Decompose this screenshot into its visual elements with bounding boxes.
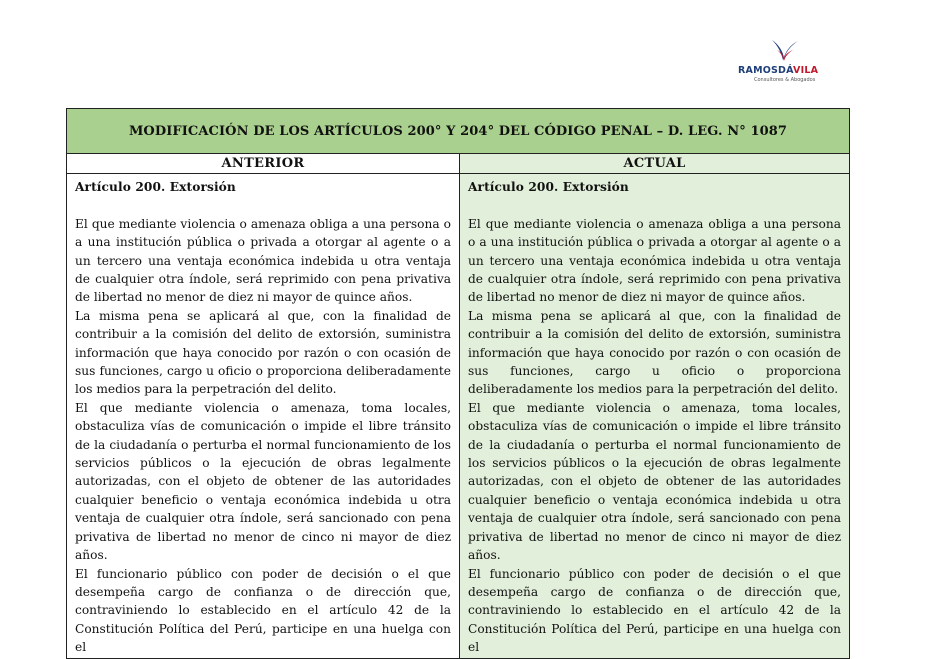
anterior-text-cell <box>67 174 460 659</box>
paragraph: La misma pena se aplicará al que, con la finalidad de contribuir a la comisión del delito de extorsión, suministra información que haya conocido por razón o con ocasión de sus funciones, cargo u oficio o proporciona deliberadamente los medios para la perpetración del delito. <box>75 308 451 397</box>
paragraph: El que mediante violencia o amenaza obliga a una persona o a una institución pública o privada a otorgar al agente o a un tercero una ventaja económica indebida u otra ventaja de cualquier otra índole, será reprimido con pena privativa de libertad no menor de diez ni mayor de quince años. <box>468 216 842 305</box>
paragraph: El que mediante violencia o amenaza, toma locales, obstaculiza vías de comunicación o impide el libre tránsito de la ciudadanía o perturba el normal funcionamiento de los servicios públicos o la ejecución de obras legalmente autorizadas, con el objeto de obtener de las autoridades cualquier beneficio o ventaja económica indebida u otra ventaja de cualquier otra índole, será sancionado con pena privativa de libertad no menor de cinco ni mayor de diez años. <box>468 400 842 563</box>
article-heading: Artículo 200. Extorsión <box>468 180 629 194</box>
column-header-anterior: ANTERIOR <box>67 154 460 174</box>
paragraph: La misma pena se aplicará al que, con la finalidad de contribuir a la comisión del delito de extorsión, suministra información que haya conocido por razón o con ocasión de sus funciones, cargo u oficio o proporciona deliberadamente los medios para la perpetración del delito. <box>468 308 842 397</box>
paragraph: El que mediante violencia o amenaza, toma locales, obstaculiza vías de comunicación o impide el libre tránsito de la ciudadanía o perturba el normal funcionamiento de los servicios públicos o la ejecución de obras legalmente autorizadas, con el objeto de obtener de las autoridades cualquier beneficio o ventaja económica indebida u otra ventaja de cualquier otra índole, será sancionado con pena privativa de libertad no menor de cinco ni mayor de diez años. <box>75 400 451 563</box>
company-logo <box>738 36 830 86</box>
paragraph: El funcionario público con poder de decisión o el que desempeña cargo de confianza o de dirección que, contraviniendo lo establecido en el artículo 42 de la Constitución Política del Perú, participe en una huelga con el <box>468 566 842 655</box>
paragraph: El que mediante violencia o amenaza obliga a una persona o a una institución pública o privada a otorgar al agente o a un tercero una ventaja económica indebida u otra ventaja de cualquier otra índole, será reprimido con pena privativa de libertad no menor de diez ni mayor de quince años. <box>75 216 451 305</box>
table-title: MODIFICACIÓN DE LOS ARTÍCULOS 200° Y 204° DEL CÓDIGO PENAL – D. LEG. N° 1087 <box>67 109 850 154</box>
brand-name: RAMOSDÁVILA <box>738 65 819 76</box>
brand-tagline: Consultores & Abogados <box>754 77 816 83</box>
comparison-table <box>66 108 850 659</box>
column-header-actual: ACTUAL <box>460 154 850 174</box>
article-heading: Artículo 200. Extorsión <box>75 180 236 194</box>
actual-text-cell <box>460 174 850 659</box>
bird-logo-icon <box>768 36 800 64</box>
paragraph: El funcionario público con poder de decisión o el que desempeña cargo de confianza o de dirección que, contraviniendo lo establecido en el artículo 42 de la Constitución Política del Perú, participe en una huelga con el <box>75 566 451 655</box>
